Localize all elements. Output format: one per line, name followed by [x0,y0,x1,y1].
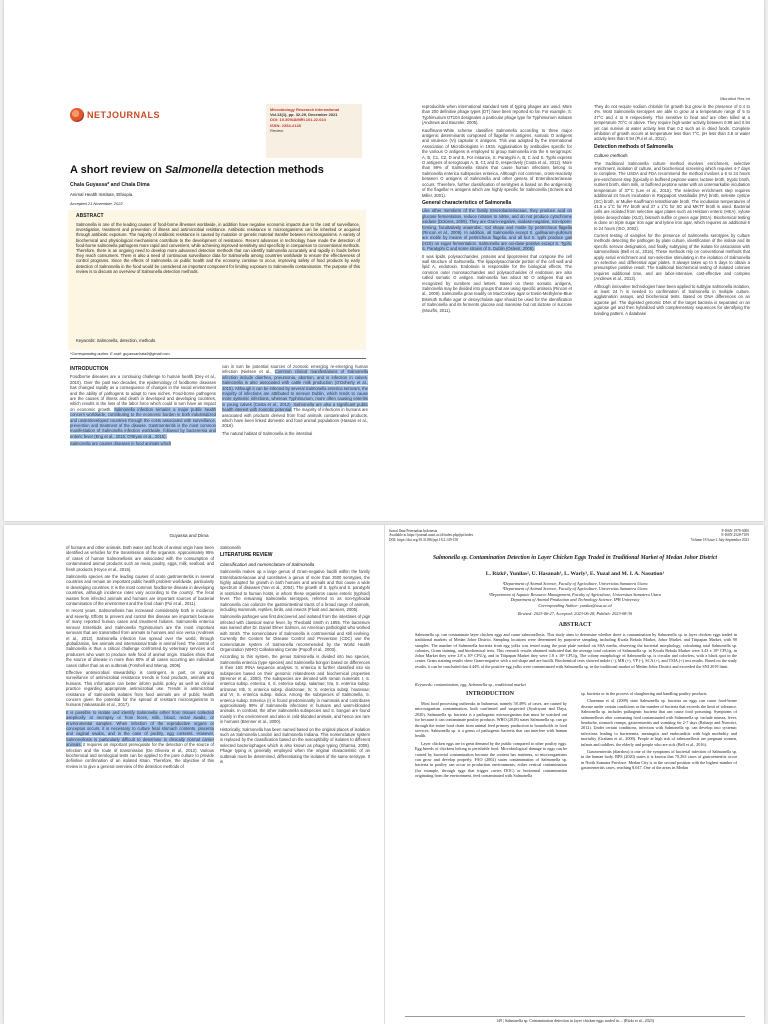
e-issn: E-ISSN 2528-7109 [721,533,749,538]
article-title [70,164,324,176]
page-one [4,0,764,521]
section-heading: Detection methods of Salmonella [594,143,673,150]
corresponding-author: *Corresponding author. E-mail: guyassachala9@gmail.com. [70,352,171,356]
abstract-text: Salmonella sp. can contaminate layer chicken eggs and cause salmonellosis. This study aims to determine whether there is contamination by Salmonella sp. in layer chicken eggs traded in traditional markets of Medan Johor District. Sampling locations were determined by purposive sampling, including Kwala Bekala Market, Johor Market, and Titipapan Market, with 90 samples. The number of Salmonella bacteria from egg yolks was tested using the pour plate method on SSA media, observing the bacterial morphology, calculating total Salmonella sp. colonies, Gram staining, and biochemical tests. This research results obtained indicated that the average total colonies of Salmonella sp. in Kwala Bekala Market were 3.43 x 10⁶ CFU/g, in Johor Market they were 2.8 x 10⁶ CFU/g, and in Titipapan Market they were 1.8 x 10⁶ CFU/g. The colony morphology of Salmonella sp. is circular and colorless, with a black spot in the center. Gram staining results show Gram-negative with a rod shape and are bacilli. Biochemical tests showed indole (-), MR (+), VP (-), SCA (+), and TSIA (+) test results. Based on the study results, it can be concluded that 4.44% of the positive egg yolks were contaminated with Salmonella sp. in the traditional market of Medan Johor District and exceeded the SNI 2019 limit. [415,632,737,669]
accepted-date: Accepted 21 November, 2022 [70,201,123,206]
paragraph: The traditional Salmonella culture method involves enrichment, selective enrichment, isolation of culture, and biochemical screening which requires 4-7 days to complete. The USDA and FDA recommend the method involves a 6 to 24 hours pre-enrichment step (typically in buffered peptone water, lactose broth, tryptic broth, nutrient broth, skim milk, or buffered peptone water with an unremarkable incubation temperature of 37°C (Lee et al., 2015). The selective enrichment step requires additional 24 hours incubation in Rappaport Vassiliadis (RV) broth, selenite cystine (SC) broth, or Muller-Kauffmann tetrathionate broth. The incubation temperatures of 41.5 ± 1°C for RV broth and 37 ± 1°C for SC and MKTT broth is used. Bacterial cells are isolated from selective agar plates such as Hektoen enteric (HEA), xylose lysine deoxycholate (XLD), bismuth sulfite or green agar (BGA). Biochemical testing is done on triple sugar iron agar and lysine iron agar, which requires an additional 6 to 24 hours (ISO, 2002). [594,160,750,231]
p1-column-2 [222,364,368,438]
paragraph: Gastroenteritis (diarrhea) is one of the symptoms of bacterial infection of Salmonella sp. in the human body. BPS (2020) states it is known that 70,263 cases of gastroenteritis occur in North Sumatra Province. Medan City is in the second position with the highest number of gastroenteritis cases, reaching 8,047. One of the areas in Medan [581,749,737,771]
title-italic: Salmonella [164,164,224,176]
paragraph: of humans and other animals. Both water and foods of animal origin have been identified as vehicles for the transmission of the organism. Approximately 95% of cases of human Salmonellosis are associated with the consumption of contaminated animal products such as meat, poultry, eggs, milk, seafood, and fresh products (Hoyce et al., 2016). [66,545,214,572]
paragraph: Although innovative technologies have been applied to subtype salmonella isolation, at least 24 h is needed to confirmation of Salmonella in multiple culture, agglutination assays, and biochemical tests. Based on DNA differences on an agarose gel. The digested genomic DNA of the target bacteria is separated on an agarose gel and then hybridized with complementary sequences for identifying the banding pattern. A database [594,283,750,316]
publisher-logo [70,108,160,122]
keywords: Keywords: Salmonella, detection, methods. [76,338,157,343]
article-type: Review [270,127,284,133]
highlighted-text[interactable]: It is possible to isolate and identify Salmonella either from tissues collected aseptically at necropsy or from feces, milk, blood, rectal swabs, or environmental samples. When infection of the reproductive organs or conceptus occurs, it is necessary to culture fetal stomach contents, placenta and vaginal swabs, and in the case of poultry, egg contents. However, Salmonellosis is particularly difficult to determine in clinically normal carrier animals. [66,709,214,748]
volume-info: Volume 18 Issue 2 July-September 2023 [690,537,749,542]
paragraph: According to this system, the genus Salmonella is divided into two species, Salmonella enterica (type species) and Salmonella bongori based on differences in their 16S rRNA sequence analysis. S. enterica is further classified into six subspecies based on their genomic relatedness and biochemical properties (Brenner et al., 2000). The subspecies are denoted with roman numerals: I, S. enterica subsp. enterica; II, S. enterica subsp. salamae; IIIa, S. enterica subsp. arizonae; IIIb, S. enterica subsp. diarizonae; IV, S. enterica subsp. houtenae; and VI, S. enterica subsp. indica. Among the subspecies of Salmonella, S. enterica subsp. Enterica (I) is found predominantly in mammals and contributes approximately 99% of Salmonella infections in humans and warm-blooded animals. In contrast, the other Salmonella subspecies and S. bongori are found mainly in the environment and also in cold-blooded animals, and hence are rare in humans (Brenner et al., 2000). [220,654,370,725]
journal-issn: ISSN: 2354-2128 [270,122,301,128]
paragraph: They do not require sodium chloride for growth but grow in the presence of 0.4 to 4%. Most Salmonella serotypes are able to grow at a temperature range of 5 to 47°C and 4 to 9 respectively. This sensitive to heat and are often killed at a temperature 70°C or above. They require high water activity between 0.99 and 0.94 yet can survive at water activity less than 0.2 such as in dried foods. Complete inhibition of growth occurs at temperature less than 7°C, pH less than 3.8 or water activity less than 0.94 (Pui et al., 2011). [594,104,750,142]
title-part: detection methods [223,164,324,176]
p3-column-1 [415,701,567,781]
paragraph: reproducible when international standard sets of typing phages are used. More than 200 definitive phage types (DT) have been reported so far. For example, S. Typhimurium DT104 designates a particular phage type for Typhimurium isolates (Andrews and Baumler, 2005). [422,104,572,126]
affiliation: ³Department of Aquatic Resource Management, Faculty of Agriculture, Universitas Sumatera Utara [488,591,662,597]
journal-header-left [389,529,473,542]
journal-url[interactable]: Available at https://journal.unsri.ac.id/index.php/jipi/index [389,533,474,538]
highlighted-text[interactable]: Like other members of the family Enterobacteriaceae, they produce acid on glucose fermentation, reduce nitrates to nitrite, and do not produce cytochrome oxidase (Dolores, 2009). They are Gram-negative, oxidase-negative, non-spore-forming, facultatively anaerobic, rod shape and motile by peritrichous flagella (Rincon et al., 2009). In addition, all Salmonella except S. gallinarum-pullorum are motile by means of peritrichous flagella, and all but S. typhi produce gas (H2S) on sugar fermentation. Salmonella are oxi-dase-positive except S. Typhi, S. Paratyphi C and some strains of S. Dublin (Oslenit, 2006). [422,208,572,252]
p3-column-2 [581,691,737,773]
paragraph: Kauffmann-White scheme classifies Salmonella according to three major antigenic determinants composed of flagellar H antigens, somatic O antigens and virulence (Vi) capsular K antigens. This was adopted by the International Association of Microbiologists in 1934. Agglutination by antibodies specific for the various O antigens is employed to group Salmonella into the 6 serogroups: A, B, C1, C2, D and E. For instance, S. Paratyphi A, B, C and S. Typhi express O antigens of serogroups A, B, C1 and D, respectively (Costa et al., 2012). More than 99% of Salmonella strains that cause human infections belong to Salmonella enterica subspecies enterica. Although not common, cross-reactivity between O antigens of Salmonella and other genera of Enterobacteriaceae occurs. Therefore, further classification of serotypes is based on the antigenicity of the flagellar H antigens which are highly specific for Salmonella (Schenk and Miller, 2001). [422,127,572,198]
paragraph: can in turn be potential sources of zoonotic emerging re-emerging human infection (Nielsen et al., [222,364,368,375]
paragraph: The natural habitat of Salmonella is the intestinal [222,430,313,436]
paragraph: Layer chicken eggs are in great demand by the public compared to other poultry eggs. Egg breeds of chickens belong to perishable food. Microbiological damage to eggs can be caused by bacterial contamination because the content has nutrients, so microorganisms can grow and develop properly. FAO (2002) states contamination of Salmonella sp. bacteria in poultry can occur in production environments, either vertical contamination (for example, through eggs that trigger cavies DOC) or horizontal contamination originating from the environment, feed contaminated with Salmonella [415,740,567,779]
highlighted-text[interactable]: Salmonella are causes diseases in food animals which [70,441,172,447]
corresponding-author: Corresponding Author: yunilas@usu.ac.id [538,602,612,608]
article-authors: L. Rizki¹, Yunilas², U. Hasanah³, L. Warly³, E. Yuzal and M. I. A. Nasution¹ [485,571,665,577]
title-part: A short review on [70,164,165,176]
article-authors: Chala Guyassa* and Chala Dima [70,182,150,188]
section-heading: INTRODUCTION [465,691,514,697]
article-dates: Revised: 2023-06-27, Accepted: 2023-06-28, Publish: 2023-08-30 [517,611,633,616]
paragraph: Foodborne diseases are a continuing challenge to human health (Dey et al., 2010). Over the past two decades, the epidemiology of foodborne diseases has changed rapidly as a consequence of changes in the social environment and the ability of pathogens to adapt to new niches. Food-borne pathogens are the causes of illness and death in developed and developing countries, which results in the loss of the labor force which could in turn have an impact on economic growth. [70,374,216,412]
p1-column-3 [422,104,572,315]
paragraph: Most food processing outbreaks in Indonesia, namely 58.49% of cases, are caused by microorganism contamination, both confirmed and suspected (Syafriyani and Daya, 2020). Salmonella sp. bacteria is a pathogenic microorganism that must be watched out for because it can contaminate poultry products. WHO (2018) states Salmonella sp. can go through the entire food chain from animal feed primary production to households or food services. Salmonella sp. is a genus of pathogenic bacteria that can interfere with human health. [415,701,567,739]
journal-short-name: Microbiol Res Int [720,96,750,101]
journal-name: Microbiology Research International [270,107,340,112]
journal-info-box [266,104,362,158]
paragraph: Salmonella [220,545,241,550]
paragraph: Salmonella pathogen was first discovered and isolated from the intestines of pigs infected with classical swine fever, by Theobald Smith in 1855. The bacterium was named after Dr. Daniel Elmer Salmon, an American pathologist who worked with Smith. The nomenclature of Salmonella is controversial and still evolving. Currently the Centers for Disease Control and Prevention (CDC) use the nomenclature system of Salmonella recommended by the World Health Organization (WHO) Collaborating Centre (Popoff et al., 2003). [220,614,370,652]
paragraph: The majority of infections in humans are associated with products derived from food animals contaminated products, which have been linked domestic and food animal populations (Hassan et al., 2016). [222,407,369,429]
subsection-heading: Classification and nomenclature of Salmonella [220,561,315,567]
p2-column-1 [66,545,214,771]
paragraph: It requires an important prerequisite for the detection of the source of infection and the route of transmission (De Oliveira et al., 2012). Various biochemical and serological tests can be applied to the pure culture to provide definitive confirmation of an isolated strain. Therefore, the objective of this review is to give a general overview of the detection methods of [66,742,214,769]
journal-doi: DOI: 10.30918/MRI.101.22.024 [270,117,326,123]
running-head: Guyassa and Dima [169,533,209,538]
journal-header-right [691,529,749,542]
logo-circle-icon [70,108,84,122]
keywords: Keywords: contamination, egg, Salmonella sp., traditional market [415,682,526,687]
paragraph: Historically, Salmonella has been named based on the original places of isolation such as Salmonella London and Salmonella Indiana. This nomenclature system is replaced by the classification based on the susceptibility of isolates to different selected bacteriophages which is also known as phage typing (Sharma, 2008). Phage typing is generally employed when the original characteristic of an outbreak must be determined, differentiating the isolates of the same serotype. It is [220,726,370,765]
article-title: Salmonella sp. Contamination Detection in Layer Chicken Eggs Traded in Traditional Market of Medan Johor District [432,555,718,561]
paragraph: Effective antimicrobial stewardship is contingent, in part, on ongoing surveillance of antimicrobial resistance trends in food products, animals and humans. This information can better inform public policy as well as clinical practice regarding appropriate antimicrobial use. Trends in antimicrobial resistance of Salmonella isolates from food animals are of public health concern given the potential for the spread of resistant microorganisms to humans (Vakassoulis et al., 2017). [66,669,214,708]
abstract-text: Salmonella is one of the leading causes of food-borne illnesses worldwide, in addition have negative economic impacts due to the cost of surveillance, investigation, treatment and prevention of illness and antimicrobial resistance. Antibiotic resistance in microorganisms can be inherited or acquired through antibiotic exposure. The majority of antibiotic resistance is caused by mutation or genetic material transfer between microorganisms. A variety of biochemical and physiological mechanisms contribute to the development of resistance. Recent advances in technology have made the detection of food-borne salmonella pathogens more rapid and convenient, while achieving improved sensitivity and specificity in comparison to conventional methods. Therefore, there is an ongoing need to develop more advanced detection methods that can identify Salmonella accurately and rapidly in foods before they reach consumers. There is also a need of continuous surveillance data for Salmonella among countries worldwide to ensure the effectiveness of control programs. Since the effects of Salmonella on public health and the economy continue to occur, improving safety of food products by early detection of Salmonella in the food would be considered an important component for limiting exposure to Salmonella contamination. The purpose of this review is to discuss an overview of Salmonella detection methods. [76,222,360,274]
affiliations [405,581,745,608]
subsection-heading: Culture methods [594,153,628,159]
paragraph: sp. bacteria or in the process of slaughtering and handling poultry products. [581,691,708,696]
article-affiliation: Animal Health Institute, Ethiopia. [70,192,134,197]
header-divider [70,358,366,359]
paragraph: Salmonella makes up a large genus of Gram-negative bacilli within the family Enterobacteriaceae and constitutes a genus of more than 2500 serotypes, the highly adapted for growth in both humans and animals and that cause a wide spectrum of diseases (Yan et al., 2004). The growth of S. typhi and S. paratyphi is restricted to human hosts, in whom these organisms cause enteric (typhoid) fever. The remaining Salmonella serotypes, referred to as non-typhoidal Salmonella can colonize the gastrointestinal tracts of a broad range of animals, including mammals, reptiles, birds, and insects (Fluoit and Jansens, 2005). [220,569,370,613]
journal-name: Jurnal Ilmu Peternakan Indonesia [389,529,438,533]
journal-doi[interactable]: DOI: https://doi.org/10.31186/jspi.18.2.149-158 [389,537,459,542]
p1-column-1 [70,364,216,449]
paragraph: It was lipids, polysaccharides, proteins and lipoproteins that compose the cell wall structure of Salmonella. The lipopolysaccharide portion of the cell wall and lipid A, endotoxin. Endotoxin is responsible for the biological effects. The common outer monosaccharides and polysaccharides of endotoxin are also called somatic O antigen. Salmonella has about 60 O antigens that are recognized by numbers and letters. Based on these somatic antigens, Salmonella may be divided into groups that are using specific antisera (Rincon et al., 2009). Salmonella grow readily on MacConkey agar or Eosin-Methylene-Blue Bismuth Sulfate agar or deoxycholate agar should be used for the identification of Salmonella and its ferments glucose and mannose but not lactose or sucrose (Mourfis, 2011). [422,253,572,313]
affiliation: ²Department of Animal Science, Faculty of Agriculture, Universitas Sumatera Utara [502,586,648,592]
section-heading: General characteristics of Salmonella [422,199,512,206]
paragraph: Salmonella species are the leading causes of acute gastroenteritis in several countries and remain an important public health problem worldwide, particularly in developing countries. It is the most common foodborne disease in developing countries, although incidence rates vary according to the country. The fecal wastes from infected animals and humans are important sources of bacterial contamination of the environment and the food chain (Pui et al., 2011). [66,574,214,607]
p-issn: P-ISSN 1978-3000 [721,529,749,533]
section-heading: INTRODUCTION [70,366,109,372]
page-three [384,525,764,1024]
abstract-heading: ABSTRACT [558,622,592,628]
paragraph: Chaennan et al. (2009) state Salmonella sp. bacteria on eggs can cause food-borne disease under certain conditions or the number of bacteria that exceeds the limit of tolerance. Salmonella sp. includes pathogenic bacteria that can cause food poisoning. Symptoms of salmonellosis after consuming food contaminated with Salmonella sp. include nausea, fever, headache, stomach cramps, gastroenteritis and vomiting for 2-7 days (Raharjo and Nurwitri, 2012). Under certain conditions, infection with Salmonella sp. can develop into systemic infections leading to bacteremia, meningitis and endocarditis with high morbidity and mortality (Graham et al., 2000). People at high risk of salmonellosis are pregnant women, infants and toddlers, the elderly and people who are sick (Bell et al., 2016). [581,698,737,747]
affiliation: ¹Department of Animal Science, Faculty of Agriculture, Universitas Sumatera Utara [502,581,648,586]
abstract-heading: ABSTRACT [76,213,104,219]
page-footer: 149 | Salmonella sp. Contamination detection in layer chicken eggs traded in.... (Rizki et al., 2023) [405,1016,745,1023]
page-two [4,525,764,1024]
journal-volume: Vol.13(1), pp. 32-29, December 2021 [270,112,338,118]
p1-column-4 [594,104,750,318]
affiliation: Department of Animal Production and Technology Science, IPB University [510,597,640,603]
logo-text: NETJOURNALS [87,110,161,120]
paragraph: In recent years, Salmonellosis has increased considerably both in incidence and severity. Efforts to prevent and control this disease are important because of many reported human cases and treatment failures. Salmonella enterica serovar Enteritidis and Salmonella Typhimurium are the most important serovars that are transmitted from animals to humans and vice versa (Andrews et al., 2013). Salmonella infection has spread over the world, through globalization, live animals and international trade in animal feed. The control of Salmonella is thus a critical challenge confronted by veterinary services and producers who want to produce safe food of animal origin. Studies show that the source of disease in more than 80% of all cases occurring are individual cases rather than as an outbreak (Forshell and Wierup, 2006). [66,608,214,668]
section-heading: LITERATURE REVIEW [220,552,273,559]
paragraph: Current testing of samples for the presence of Salmonella serotypes by culture methods detecting the pathogen by plate culture, identification of the isolate and its specific serovar designation, and finally, subtyping of the isolate for association with salmonellosis (Bell et al., 2016). These methods rely on conventional methods that apply serial enrichment and non-selective stimulating in the isolation of Salmonella on selective and differential agar plates. It always takes up to 5 days to obtain a presumptive positive result. The traditional biochemical testing of isolated colonies requires additional time, and are labor-intensive, cost-effective and complex (Andrews et al., 2013). [594,232,750,282]
highlighted-text[interactable]: Salmonella infection remains a major public health concern worldwide, contributing to the economic burden in both industrialized and underdeveloped countries through the costs associated with surveillance, prevention and treatment of the disease. Gastroenteritis is the most common manifestation of Salmonella infection worldwide, followed by bacteremia and enteric fever (Eng et al., 2015; O'Bryan et al., 2016). [70,406,216,439]
p2-column-2 [220,545,370,766]
highlighted-text[interactable]: Common clinical manifestations of Salmonella infection include diarrhea, pneumonia, abortion, and is infection in calves. Salmonella is also associated with cattle milk production (O'Doherty et al., 2015). Although it can be infected by several Salmonella enterica serovars, the majority of infections are attributed to serovar Dublin, which tends to cause more systemic infections, whereas Typhimurium, more often causing enteritis in young calves (Costa et al., 2012). Salmonella are also a significant public health interest with zoonotic potential. [222,369,368,413]
